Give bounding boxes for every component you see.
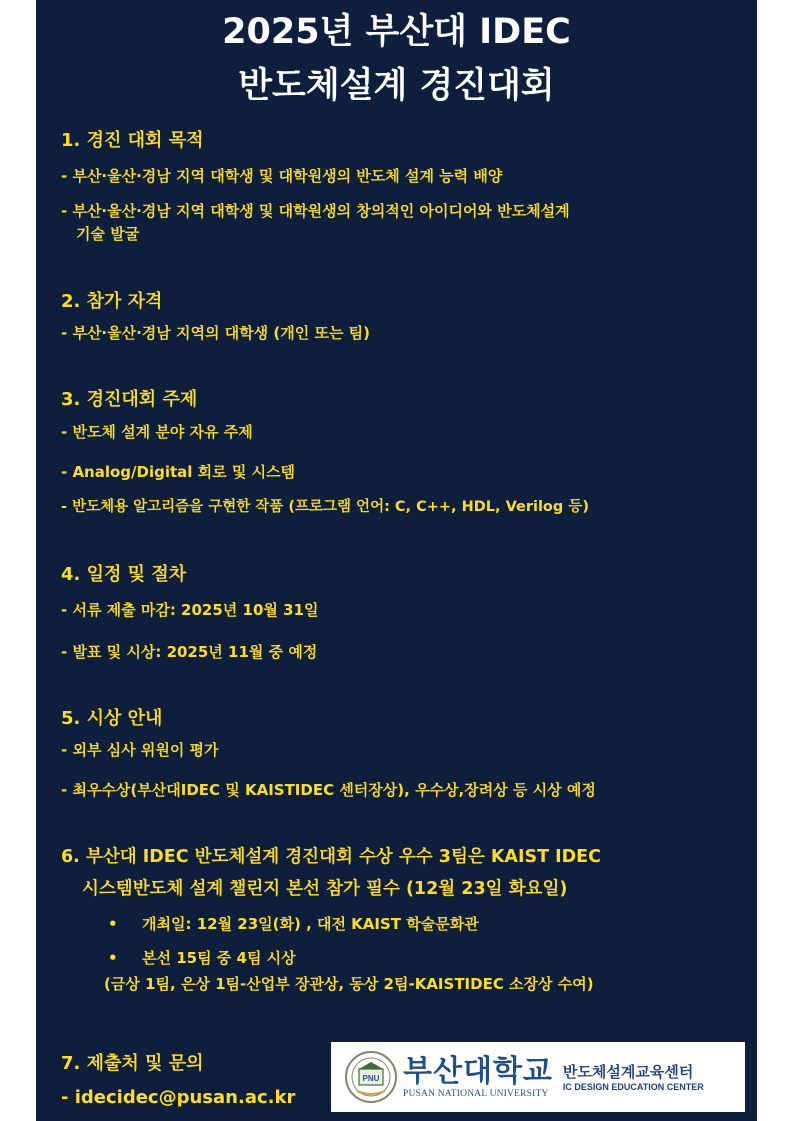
center-name xyxy=(563,1062,704,1092)
poster-title-line2: 반도체설계 경진대회 xyxy=(238,66,555,106)
section-4-item-2: - 발표 및 시상: 2025년 11월 중 예정 xyxy=(61,643,318,661)
university-seal-icon xyxy=(345,1051,397,1103)
section-2-heading: 2. 참가 자격 xyxy=(61,291,163,312)
section-6-bullet-2-text: 본선 15팀 중 4팀 시상 xyxy=(142,949,296,967)
poster-title-line1: 2025년 부산대 IDEC xyxy=(222,12,571,52)
section-6-bullet-2-sub: (금상 1팀, 은상 1팀-산업부 장관상, 동상 2팀-KAISTIDEC 소장상 수여) xyxy=(104,975,594,993)
poster-background xyxy=(36,0,757,1121)
section-6-bullet-1 xyxy=(108,914,479,934)
section-4-item-1: - 서류 제출 마감: 2025년 10월 31일 xyxy=(61,601,319,619)
section-5-item-2: - 최우수상(부산대IDEC 및 KAISTIDEC 센터장상), 우수상,장려상 등 시상 예정 xyxy=(61,781,596,799)
svg-text:PNU: PNU xyxy=(362,1074,380,1083)
university-name xyxy=(403,1055,553,1099)
section-3-heading: 3. 경진대회 주제 xyxy=(61,389,198,410)
section-3-item-1: - 반도체 설계 분야 자유 주제 xyxy=(61,423,253,441)
center-name-english: IC DESIGN EDUCATION CENTER xyxy=(562,1082,704,1092)
center-name-korean: 반도체설계교육센터 xyxy=(562,1063,694,1081)
section-1-heading: 1. 경진 대회 목적 xyxy=(61,130,204,151)
university-logo-banner xyxy=(331,1042,745,1112)
section-1-item-1: - 부산·울산·경남 지역 대학생 및 대학원생의 반도체 설계 능력 배양 xyxy=(61,167,503,185)
section-6-bullet-2 xyxy=(108,948,296,968)
bullet-icon: • xyxy=(108,949,118,967)
university-name-english: PUSAN NATIONAL UNIVERSITY xyxy=(403,1089,549,1099)
section-6-line-1: 6. 부산대 IDEC 반도체설계 경진대회 수상 우수 3팀은 KAIST IDEC xyxy=(61,847,601,867)
university-name-korean: 부산대학교 xyxy=(403,1054,553,1089)
section-4-heading: 4. 일정 및 절차 xyxy=(61,564,187,585)
section-3-item-3: - 반도체용 알고리즘을 구현한 작품 (프로그램 언어: C, C++, HDL, Verilog 등) xyxy=(61,499,589,515)
section-1-item-2-line-1: - 부산·울산·경남 지역 대학생 및 대학원생의 창의적인 아이디어와 반도체설계 xyxy=(61,202,570,220)
section-3-item-2: - Analog/Digital 회로 및 시스템 xyxy=(61,463,296,481)
section-1-item-2-line-2: 기술 발굴 xyxy=(76,225,140,243)
section-2-item-1: - 부산·울산·경남 지역의 대학생 (개인 또는 팀) xyxy=(61,324,370,342)
section-7-heading: 7. 제출처 및 문의 xyxy=(61,1053,204,1074)
section-6-bullet-1-text: 개최일: 12월 23일(화) , 대전 KAIST 학술문화관 xyxy=(142,915,479,933)
bullet-icon: • xyxy=(108,915,118,933)
contact-email[interactable]: - idecidec@pusan.ac.kr xyxy=(61,1087,296,1108)
section-6-line-2: 시스템반도체 설계 챌린지 본선 참가 필수 (12월 23일 화요일) xyxy=(82,879,568,899)
section-5-item-1: - 외부 심사 위원이 평가 xyxy=(61,741,219,759)
section-5-heading: 5. 시상 안내 xyxy=(61,708,163,729)
